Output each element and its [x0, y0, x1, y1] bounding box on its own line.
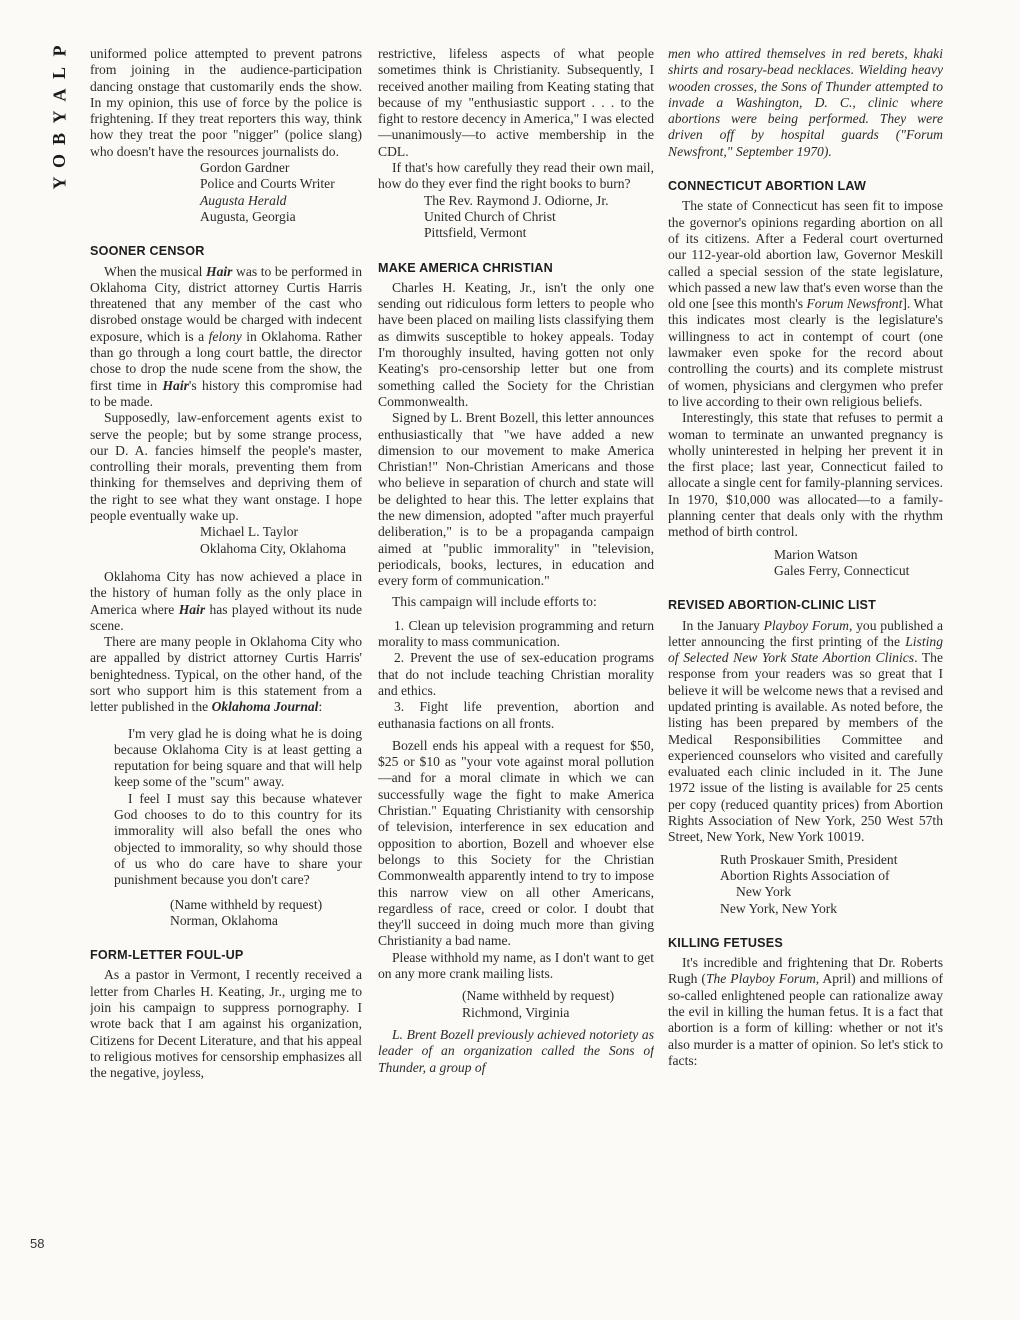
signature-location: Norman, Oklahoma	[170, 912, 278, 928]
quote-paragraph: I feel I must say this because whatever God chooses to do to this country for its immorality will also befall the ones who objected to immorality, so why should those of us who do care have to share your punishment because you don't care?	[114, 790, 362, 888]
masthead-letter: O	[48, 153, 69, 169]
signature-name: (Name withheld by request)	[462, 988, 615, 1004]
paragraph: Interestingly, this state that refuses to permit a woman to terminate an unwanted pregnancy is wholly uninterested in helping her prevent it in the first place; last year, Connecticut failed to allocate a single cent for family-planning services. In 1970, $10,000 was allocated—to a family-planning center that deals only with the rhythm method of birth control.	[668, 410, 943, 540]
signature-organization: Abortion Rights Association of	[720, 867, 890, 883]
signature-location: Richmond, Virginia	[462, 1004, 570, 1020]
list-item: 3. Fight life prevention, abortion and euthanasia factions on all fronts.	[378, 699, 654, 731]
masthead-letter: P	[49, 45, 69, 57]
section-heading: SOONER CENSOR	[90, 244, 205, 259]
masthead-letter: Y	[49, 110, 69, 124]
paragraph: In the January Playboy Forum, you published a letter announcing the first printing of the Listing of Selected New York State Abortion Clinics. The response from your readers was so great that I believe it will be welcome news that a revised and updated printing is available. As noted before, the listing has been prepared by members of the Medical Responsibilities Committee and experienced counselors who visited and carefully evaluated each clinic included in it. The June 1972 issue of the listing is available for 25 cents per copy (reduced quantity prices) from Abortion Rights Association of New York, 250 West 57th Street, New York, New York 10019.	[668, 617, 943, 845]
signature-location: Augusta, Georgia	[200, 208, 296, 224]
page-number: 58	[30, 1236, 45, 1251]
signature-block	[720, 852, 943, 917]
signature-publication: Augusta Herald	[200, 192, 287, 208]
paragraph: When the musical Hair was to be performed in Oklahoma City, district attorney Curtis Harris threatened that any member of the cast who disrobed onstage would be charged with indecent exposure, which is a felony in Oklahoma. Rather than go through a long court battle, the director chose to drop the nude scene from the show, the first time in Hair's history this compromise had to be made.	[90, 263, 362, 409]
signature-organization: United Church of Christ	[424, 208, 556, 224]
editor-reply: men who attired themselves in red berets, khaki shirts and rosary-bead necklaces. Wielding heavy wooden crosses, the Sons of Thunder attempted to invade a Washington, D. C., clinic where abortions were being performed. They were driven off by hospital guards ("Forum Newsfront," September 1970).	[668, 46, 943, 159]
paragraph: Charles H. Keating, Jr., isn't the only one sending out ridiculous form letters to people who have been placed on mailing lists classifying them as dimwits susceptible to hokey appeals. Today I'm thoroughly insulted, having gotten not only Keating's pro-censorship letter but one from something called the Society for the Christian Commonwealth.	[378, 279, 654, 409]
signature-title: Police and Courts Writer	[200, 176, 335, 192]
paragraph: If that's how carefully they read their own mail, how do they ever find the right books to burn?	[378, 160, 654, 192]
signature-block	[200, 160, 362, 225]
signature-block	[424, 193, 654, 242]
signature-name: (Name withheld by request)	[170, 896, 323, 912]
editor-reply: L. Brent Bozell previously achieved notoriety as leader of an organization called the Sons of Thunder, a group of	[378, 1026, 654, 1075]
section-heading: MAKE AMERICA CHRISTIAN	[378, 260, 553, 275]
masthead-letter: L	[48, 66, 69, 80]
text-column-1	[90, 46, 362, 1290]
paragraph: Signed by L. Brent Bozell, this letter announces enthusiastically that "we have added a new dimension to our movement to make America Christian!" Non-Christian Americans and those who believe in separation of church and state will be delighted to hear this. The letter explains that the new dimension, adopted "after much prayerful deliberation," is to be a propaganda campaign aimed at "public immorality" in "television, periodicals, books, lectures, in education and every form of communication."	[378, 410, 654, 589]
block-quote	[114, 726, 362, 889]
letter-continuation: restrictive, lifeless aspects of what people sometimes think is Christianity. Subsequently, I received another mailing from Keating stating that because of my "enthusiastic support . . . to the fight to restore decency in America," I was elected—unanimously—to active membership in the CDL.	[378, 46, 654, 159]
paragraph: Bozell ends his appeal with a request for $50, $25 or $10 as "your vote against moral pollution—and for a moral climate in which we can successfully wage the fight to make America Christian." Equating Christianity with censorship of television, interference in sex education and opposition to abortion, Bozell and whoever else belongs to this Society for the Christian Commonwealth apparently intend to try to impose this narrow view on all other Americans, regardless of race, creed or color. I doubt that they'll succeed in doing much more than giving Christianity a bad name.	[378, 737, 654, 949]
signature-location: New York, New York	[720, 900, 838, 916]
text-column-2	[378, 46, 654, 1290]
signature-name: Ruth Proskauer Smith, President	[720, 851, 898, 867]
signature-block	[774, 547, 943, 580]
paragraph: Supposedly, law-enforcement agents exist to serve the people; but by some strange process, our D. A. fancies himself the people's master, controlling their morals, preventing them from thinking for themselves and depriving them of the right to see what they want onstage. I hope people eventually wake up.	[90, 410, 362, 524]
section-heading: KILLING FETUSES	[668, 935, 783, 950]
signature-block	[170, 897, 362, 930]
letter-continuation: uniformed police attempted to prevent patrons from joining in the audience-participation dancing onstage that customarily ends the show. In my opinion, this use of force by the police is frightening. If they treat reporters this way, think how they treat the poor "nigger" (police slang) who doesn't have the resources journalists do.	[90, 46, 362, 159]
paragraph: The state of Connecticut has seen fit to impose the governor's opinions regarding abortion on all of its citizens. After a Federal court overturned our 112-year-old abortion law, Governor Meskill called a special session of the state legislature, which passed a new law that's even worse than the old one [see this month's Forum Newsfront]. What this indicates most clearly is the legislature's willingness to act in contempt of court (one lawmaker even spoke for the record about controlling the courts) and its complete mistrust of women, physicians and clergymen who prefer to live according to their own religious beliefs.	[668, 198, 943, 409]
text-column-3	[668, 46, 943, 1290]
signature-name: Marion Watson	[774, 546, 858, 562]
editor-reply: There are many people in Oklahoma City who are appalled by district attorney Curtis Harris' benightedness. Typical, on the other hand, of the sort who support him is this statement from a letter published in the Oklahoma Journal:	[90, 634, 362, 715]
masthead-letter: B	[48, 132, 69, 146]
signature-block	[462, 988, 654, 1021]
quote-paragraph: I'm very glad he is doing what he is doing because Oklahoma City is at least getting a reputation for being square and that will help keep some of the "scum" away.	[114, 725, 362, 790]
masthead-letter: Y	[49, 176, 69, 190]
signature-name: Michael L. Taylor	[200, 524, 299, 540]
editor-reply: Oklahoma City has now achieved a place in the history of human folly as the only place in America where Hair has played without its nude scene.	[90, 568, 362, 633]
signature-location: Gales Ferry, Connecticut	[774, 562, 910, 578]
paragraph: Please withhold my name, as I don't want to get on any more crank mailing lists.	[378, 949, 654, 982]
numbered-list	[378, 618, 654, 732]
signature-name: The Rev. Raymond J. Odiorne, Jr.	[424, 192, 609, 208]
list-item: 1. Clean up television programming and return morality to mass communication.	[378, 617, 654, 650]
magazine-masthead-vertical	[44, 40, 74, 194]
signature-location: Pittsfield, Vermont	[424, 225, 527, 241]
signature-name: Gordon Gardner	[200, 160, 290, 176]
signature-block	[200, 524, 362, 557]
paragraph: It's incredible and frightening that Dr. Roberts Rugh (The Playboy Forum, April) and millions of so-called enlightened people can rationalize away the evil in killing the human fetus. It is a fact that abortion is a form of killing: whether or not it's also murder is a matter of opinion. So let's stick to facts:	[668, 955, 943, 1068]
paragraph: This campaign will include efforts to:	[392, 593, 597, 609]
paragraph: As a pastor in Vermont, I recently received a letter from Charles H. Keating, Jr., urging me to join his campaign to suppress pornography. I wrote back that I am against his organization, Citizens for Decent Literature, and that his appeal to religious motives for censorship emphasizes all the negative, joyless,	[90, 967, 362, 1081]
masthead-letter: A	[49, 88, 69, 102]
section-heading: FORM-LETTER FOUL-UP	[90, 948, 244, 963]
signature-organization: New York	[736, 884, 792, 900]
section-heading: REVISED ABORTION-CLINIC LIST	[668, 598, 877, 613]
list-item: 2. Prevent the use of sex-education programs that do not include teaching Christian morality and ethics.	[378, 650, 654, 698]
section-heading: CONNECTICUT ABORTION LAW	[668, 179, 867, 194]
signature-location: Oklahoma City, Oklahoma	[200, 540, 346, 556]
